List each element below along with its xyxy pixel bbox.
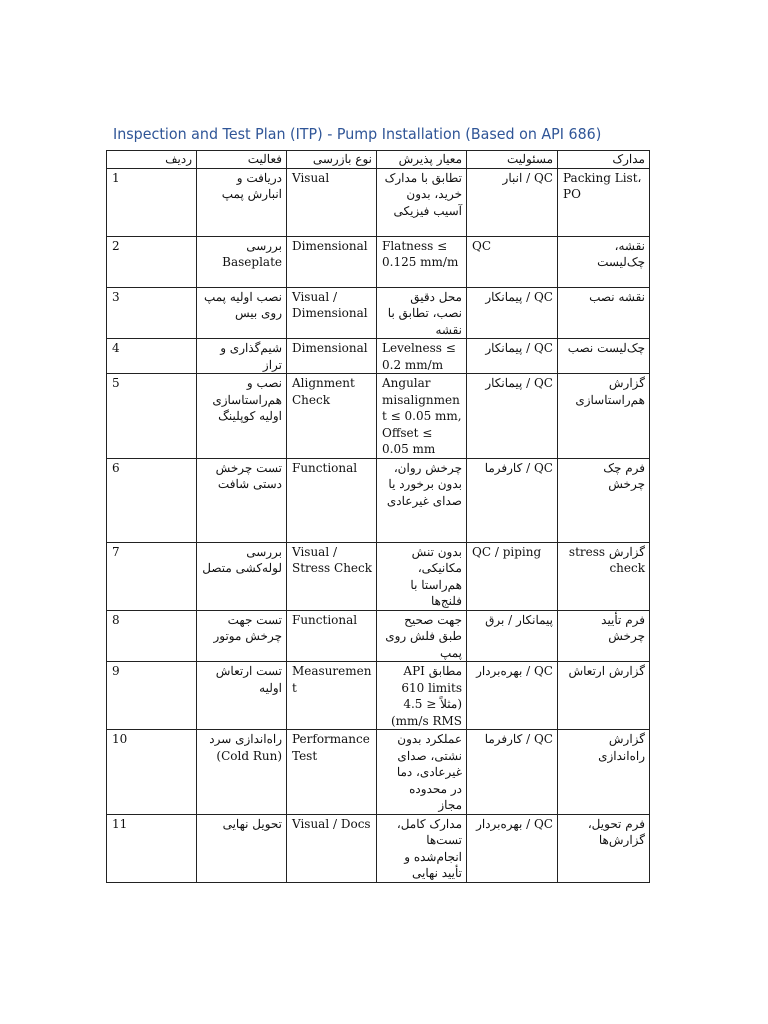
cell-activity: تست چرخش دستی شافت bbox=[197, 458, 287, 542]
header-row-number: ردیف bbox=[107, 151, 197, 169]
cell-acceptance-criteria: تطابق با مدارک خرید، بدون آسیب فیزیکی bbox=[377, 168, 467, 236]
table-row bbox=[107, 168, 650, 236]
cell-activity: تحویل نهایی bbox=[197, 814, 287, 882]
cell-documents: فرم تحویل، گزارش‌ها bbox=[558, 814, 650, 882]
cell-acceptance-criteria: Flatness ≤ 0.125 mm/m bbox=[377, 236, 467, 287]
cell-inspection-type: Alignment Check bbox=[287, 374, 377, 459]
header-acceptance-criteria: معیار پذیرش bbox=[377, 151, 467, 169]
header-inspection-type: نوع بازرسی bbox=[287, 151, 377, 169]
cell-row-number: 10 bbox=[107, 730, 197, 815]
cell-row-number: 6 bbox=[107, 458, 197, 542]
cell-activity: شیم‌گذاری و تراز bbox=[197, 339, 287, 374]
cell-row-number: 8 bbox=[107, 610, 197, 662]
cell-acceptance-criteria: Levelness ≤ 0.2 mm/m bbox=[377, 339, 467, 374]
table-row bbox=[107, 542, 650, 610]
cell-responsibility: QC / انبار bbox=[467, 168, 558, 236]
cell-responsibility: QC / پیمانکار bbox=[467, 287, 558, 339]
table-row bbox=[107, 662, 650, 730]
cell-documents: فرم تأیید چرخش bbox=[558, 610, 650, 662]
cell-activity: تست ارتعاش اولیه bbox=[197, 662, 287, 730]
cell-row-number: 11 bbox=[107, 814, 197, 882]
cell-acceptance-criteria: Angular misalignment ≤ 0.05 mm, Offset ≤ 0.05 mm bbox=[377, 374, 467, 459]
cell-documents: نقشه نصب bbox=[558, 287, 650, 339]
cell-acceptance-criteria: محل دقیق نصب، تطابق با نقشه bbox=[377, 287, 467, 339]
cell-row-number: 9 bbox=[107, 662, 197, 730]
cell-acceptance-criteria: مدارک کامل، تست‌ها انجام‌شده و تأیید نهایی bbox=[377, 814, 467, 882]
cell-activity: بررسی Baseplate bbox=[197, 236, 287, 287]
cell-documents: گزارش ارتعاش bbox=[558, 662, 650, 730]
cell-responsibility: پیمانکار / برق bbox=[467, 610, 558, 662]
cell-documents: نقشه، چک‌لیست bbox=[558, 236, 650, 287]
cell-inspection-type: Functional bbox=[287, 458, 377, 542]
cell-row-number: 3 bbox=[107, 287, 197, 339]
table-row bbox=[107, 610, 650, 662]
cell-documents: فرم چک چرخش bbox=[558, 458, 650, 542]
table-row bbox=[107, 287, 650, 339]
cell-row-number: 1 bbox=[107, 168, 197, 236]
cell-inspection-type: Visual bbox=[287, 168, 377, 236]
cell-inspection-type: Visual / Stress Check bbox=[287, 542, 377, 610]
cell-inspection-type: Visual / Dimensional bbox=[287, 287, 377, 339]
cell-documents: گزارش stress check bbox=[558, 542, 650, 610]
cell-activity: نصب و هم‌راستاسازی اولیه کوپلینگ bbox=[197, 374, 287, 459]
cell-row-number: 5 bbox=[107, 374, 197, 459]
cell-acceptance-criteria: مطابق API 610 limits (مثلاً ≤ 4.5 mm/s RMS) bbox=[377, 662, 467, 730]
table-body bbox=[107, 168, 650, 882]
cell-inspection-type: Dimensional bbox=[287, 236, 377, 287]
table-row bbox=[107, 339, 650, 374]
cell-documents: گزارش هم‌راستاسازی bbox=[558, 374, 650, 459]
cell-inspection-type: Performance Test bbox=[287, 730, 377, 815]
cell-activity: بررسی لوله‌کشی متصل bbox=[197, 542, 287, 610]
cell-documents: چک‌لیست نصب bbox=[558, 339, 650, 374]
cell-row-number: 2 bbox=[107, 236, 197, 287]
cell-responsibility: QC bbox=[467, 236, 558, 287]
cell-responsibility: QC / پیمانکار bbox=[467, 339, 558, 374]
table-header-row bbox=[107, 151, 650, 169]
cell-acceptance-criteria: بدون تنش مکانیکی، هم‌راستا با فلنج‌ها bbox=[377, 542, 467, 610]
cell-responsibility: QC / پیمانکار bbox=[467, 374, 558, 459]
header-activity: فعالیت bbox=[197, 151, 287, 169]
cell-responsibility: QC / کارفرما bbox=[467, 730, 558, 815]
itp-table bbox=[106, 150, 650, 883]
table-row bbox=[107, 814, 650, 882]
page-title: Inspection and Test Plan (ITP) - Pump Installation (Based on API 686) bbox=[113, 125, 602, 143]
table-row bbox=[107, 236, 650, 287]
cell-responsibility: QC / بهره‌بردار bbox=[467, 662, 558, 730]
table-row bbox=[107, 458, 650, 542]
header-responsibility: مسئولیت bbox=[467, 151, 558, 169]
header-documents: مدارک bbox=[558, 151, 650, 169]
cell-activity: تست جهت چرخش موتور bbox=[197, 610, 287, 662]
cell-responsibility: QC / کارفرما bbox=[467, 458, 558, 542]
cell-documents: Packing List، PO bbox=[558, 168, 650, 236]
cell-responsibility: QC / piping bbox=[467, 542, 558, 610]
cell-activity: نصب اولیه پمپ روی بیس bbox=[197, 287, 287, 339]
cell-row-number: 4 bbox=[107, 339, 197, 374]
table-row bbox=[107, 374, 650, 459]
cell-activity: راه‌اندازی سرد (Cold Run) bbox=[197, 730, 287, 815]
cell-inspection-type: Dimensional bbox=[287, 339, 377, 374]
cell-inspection-type: Measurement bbox=[287, 662, 377, 730]
cell-acceptance-criteria: چرخش روان، بدون برخورد یا صدای غیرعادی bbox=[377, 458, 467, 542]
cell-acceptance-criteria: جهت صحیح طبق فلش روی پمپ bbox=[377, 610, 467, 662]
cell-documents: گزارش راه‌اندازی bbox=[558, 730, 650, 815]
cell-activity: دریافت و انبارش پمپ bbox=[197, 168, 287, 236]
cell-inspection-type: Functional bbox=[287, 610, 377, 662]
cell-responsibility: QC / بهره‌بردار bbox=[467, 814, 558, 882]
cell-acceptance-criteria: عملکرد بدون نشتی، صدای غیرعادی، دما در محدوده مجاز bbox=[377, 730, 467, 815]
cell-inspection-type: Visual / Docs bbox=[287, 814, 377, 882]
table-row bbox=[107, 730, 650, 815]
cell-row-number: 7 bbox=[107, 542, 197, 610]
